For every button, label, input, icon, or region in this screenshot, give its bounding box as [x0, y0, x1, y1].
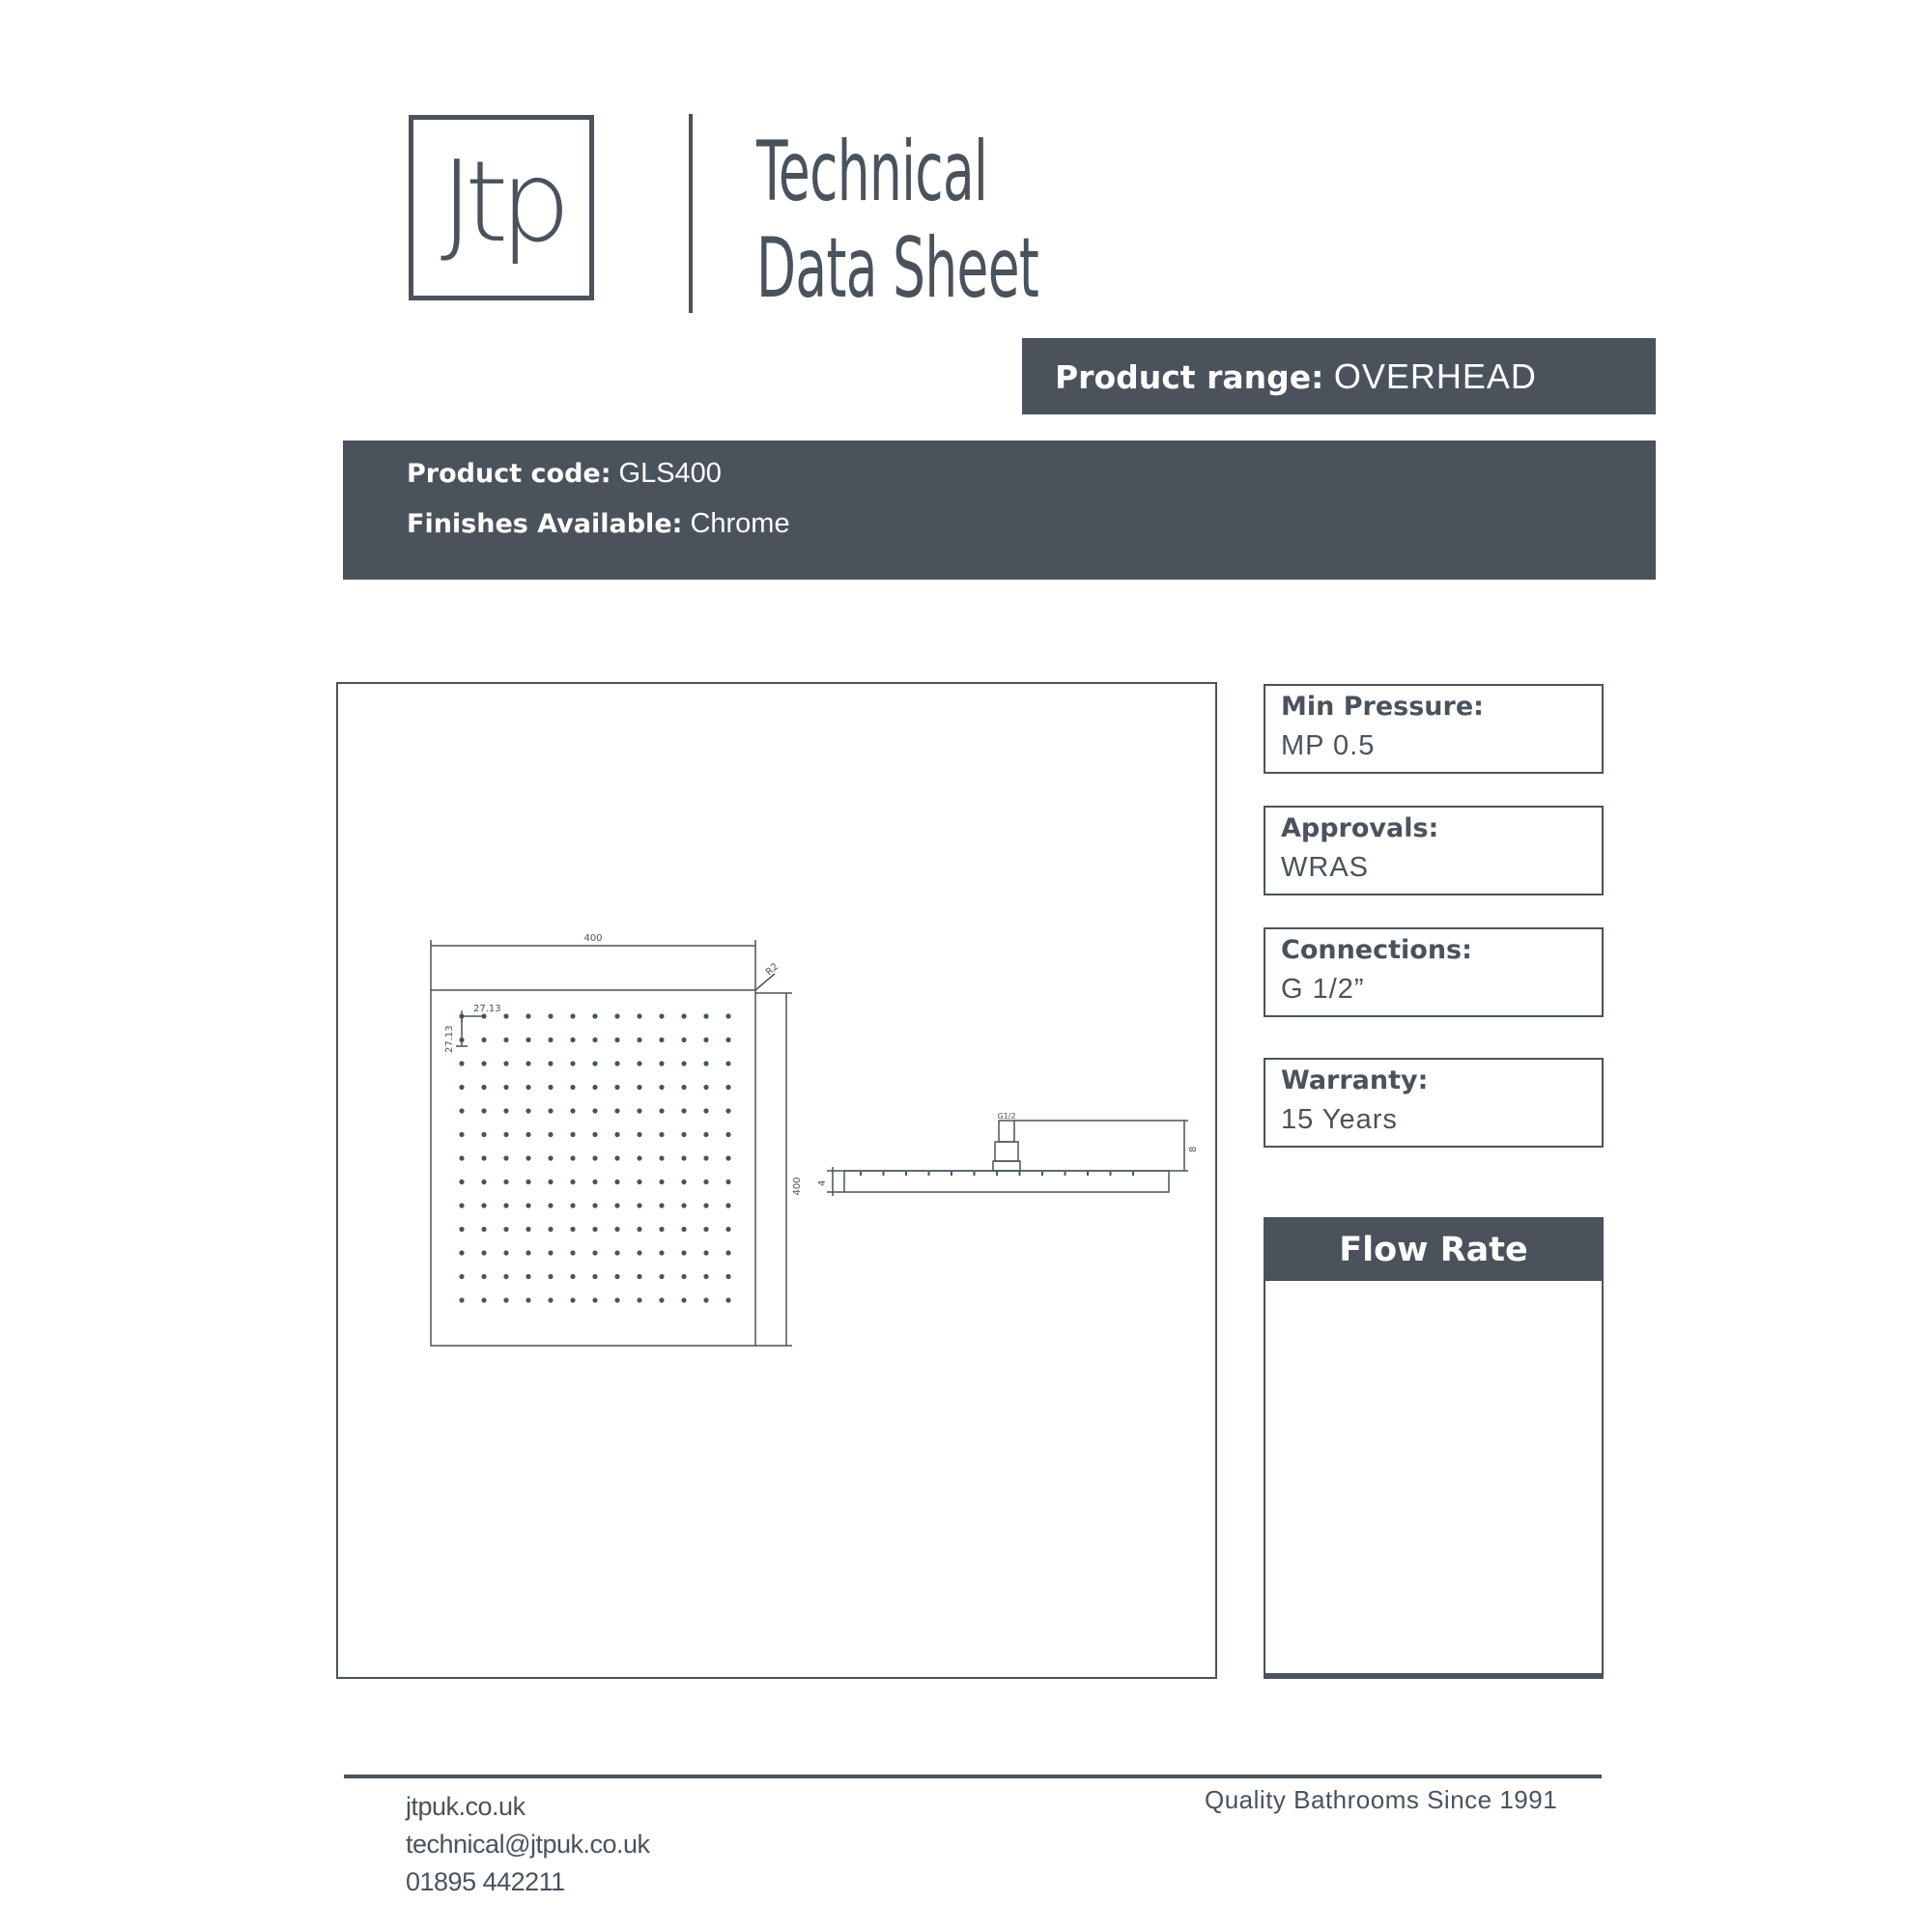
side-nozzle	[1110, 1172, 1112, 1176]
spec-label: Warranty:	[1281, 1065, 1429, 1095]
nozzle-hole	[725, 1108, 730, 1113]
nozzle-hole	[681, 1274, 686, 1279]
nozzle-grid	[459, 1013, 730, 1302]
side-view-inlet	[999, 1121, 1014, 1142]
nozzle-hole	[614, 1250, 619, 1255]
jtp-logo	[409, 115, 594, 300]
technical-drawing	[338, 684, 1219, 1681]
nozzle-hole	[481, 1061, 486, 1065]
nozzle-hole	[459, 1203, 464, 1208]
technical-drawing-panel	[336, 682, 1217, 1679]
nozzle-hole	[681, 1132, 686, 1137]
spec-approvals	[1264, 806, 1604, 895]
nozzle-hole	[503, 1132, 508, 1137]
nozzle-hole	[725, 1274, 730, 1279]
nozzle-hole	[681, 1037, 686, 1042]
nozzle-hole	[592, 1250, 597, 1255]
product-info-bar	[343, 440, 1656, 580]
nozzle-hole	[570, 1108, 575, 1113]
nozzle-hole	[614, 1274, 619, 1279]
nozzle-hole	[570, 1061, 575, 1065]
footer-website[interactable]: jtpuk.co.uk	[406, 1792, 526, 1821]
product-range-value: OVERHEAD	[1333, 356, 1537, 396]
footer-phone: 01895 442211	[406, 1867, 565, 1896]
nozzle-hole	[570, 1179, 575, 1184]
nozzle-hole	[725, 1297, 730, 1302]
nozzle-hole	[703, 1203, 708, 1208]
nozzle-hole	[548, 1274, 553, 1279]
nozzle-hole	[637, 1179, 641, 1184]
nozzle-hole	[592, 1013, 597, 1018]
nozzle-hole	[681, 1203, 686, 1208]
footer-contact	[406, 1788, 650, 1901]
spec-connections	[1264, 927, 1604, 1017]
nozzle-hole	[459, 1132, 464, 1137]
spec-value: WRAS	[1281, 852, 1369, 883]
nozzle-hole	[725, 1155, 730, 1160]
nozzle-hole	[614, 1155, 619, 1160]
nozzle-hole	[637, 1037, 641, 1042]
spec-value: G 1/2”	[1281, 974, 1365, 1005]
nozzle-hole	[481, 1250, 486, 1255]
plan-view-outline	[431, 990, 755, 1346]
nozzle-hole	[481, 1108, 486, 1113]
nozzle-hole	[703, 1085, 708, 1090]
nozzle-hole	[503, 1085, 508, 1090]
nozzle-hole	[659, 1085, 664, 1090]
nozzle-hole	[526, 1227, 530, 1232]
nozzle-hole	[481, 1085, 486, 1090]
dim-hole-y-label: 27.13	[444, 1025, 455, 1053]
nozzle-hole	[570, 1155, 575, 1160]
nozzle-hole	[725, 1061, 730, 1065]
side-view-collar	[993, 1161, 1020, 1171]
nozzle-hole	[592, 1037, 597, 1042]
nozzle-hole	[614, 1132, 619, 1137]
nozzle-hole	[614, 1037, 619, 1042]
dim-side-thickness-label: 4	[817, 1179, 828, 1186]
side-nozzle	[883, 1172, 885, 1176]
nozzle-hole	[548, 1179, 553, 1184]
spec-label: Min Pressure:	[1281, 692, 1484, 722]
spec-label: Connections:	[1281, 935, 1472, 965]
nozzle-hole	[570, 1203, 575, 1208]
nozzle-hole	[659, 1274, 664, 1279]
nozzle-hole	[725, 1132, 730, 1137]
nozzle-hole	[637, 1274, 641, 1279]
title-line-1: Technical	[756, 124, 988, 220]
nozzle-hole	[548, 1085, 553, 1090]
nozzle-hole	[481, 1132, 486, 1137]
nozzle-hole	[481, 1297, 486, 1302]
side-nozzle	[996, 1172, 998, 1176]
dim-side-height-label: 8	[1188, 1146, 1199, 1152]
nozzle-hole	[703, 1297, 708, 1302]
product-code-label: Product code:	[407, 459, 611, 489]
nozzle-hole	[548, 1250, 553, 1255]
nozzle-hole	[681, 1013, 686, 1018]
nozzle-hole	[459, 1037, 464, 1042]
nozzle-hole	[570, 1274, 575, 1279]
nozzle-hole	[548, 1132, 553, 1137]
side-nozzle	[974, 1172, 976, 1176]
nozzle-hole	[526, 1085, 530, 1090]
nozzle-hole	[503, 1013, 508, 1018]
nozzle-hole	[725, 1013, 730, 1018]
nozzle-hole	[592, 1132, 597, 1137]
nozzle-hole	[614, 1179, 619, 1184]
nozzle-hole	[637, 1297, 641, 1302]
side-nozzle	[860, 1172, 862, 1176]
nozzle-hole	[659, 1061, 664, 1065]
spec-warranty	[1264, 1058, 1604, 1148]
nozzle-hole	[681, 1250, 686, 1255]
nozzle-hole	[503, 1250, 508, 1255]
flow-rate-box	[1264, 1217, 1604, 1679]
nozzle-hole	[659, 1297, 664, 1302]
nozzle-hole	[681, 1155, 686, 1160]
nozzle-hole	[614, 1203, 619, 1208]
nozzle-hole	[481, 1274, 486, 1279]
title-line-2: Data Sheet	[756, 220, 1039, 317]
nozzle-hole	[459, 1155, 464, 1160]
nozzle-hole	[592, 1179, 597, 1184]
nozzle-hole	[503, 1297, 508, 1302]
nozzle-hole	[526, 1061, 530, 1065]
nozzle-hole	[637, 1013, 641, 1018]
spec-min-pressure	[1264, 684, 1604, 774]
nozzle-hole	[637, 1155, 641, 1160]
nozzle-hole	[703, 1061, 708, 1065]
nozzle-hole	[659, 1155, 664, 1160]
nozzle-hole	[459, 1250, 464, 1255]
nozzle-hole	[614, 1227, 619, 1232]
nozzle-hole	[703, 1037, 708, 1042]
nozzle-hole	[637, 1203, 641, 1208]
nozzle-hole	[681, 1085, 686, 1090]
side-nozzle	[1132, 1172, 1134, 1176]
nozzle-hole	[481, 1227, 486, 1232]
spec-value: 15 Years	[1281, 1104, 1398, 1135]
nozzle-hole	[526, 1013, 530, 1018]
nozzle-hole	[503, 1037, 508, 1042]
nozzle-hole	[548, 1061, 553, 1065]
nozzle-hole	[659, 1203, 664, 1208]
nozzle-hole	[659, 1108, 664, 1113]
nozzle-hole	[637, 1108, 641, 1113]
nozzle-hole	[681, 1297, 686, 1302]
nozzle-hole	[548, 1013, 553, 1018]
nozzle-hole	[681, 1108, 686, 1113]
nozzle-hole	[592, 1274, 597, 1279]
finishes-value: Chrome	[690, 508, 790, 539]
nozzle-hole	[459, 1061, 464, 1065]
nozzle-hole	[659, 1179, 664, 1184]
footer-tagline: Quality Bathrooms Since 1991	[1205, 1785, 1558, 1814]
nozzle-hole	[526, 1274, 530, 1279]
nozzle-hole	[614, 1297, 619, 1302]
nozzle-hole	[659, 1013, 664, 1018]
nozzle-hole	[526, 1179, 530, 1184]
nozzle-hole	[592, 1085, 597, 1090]
nozzle-hole	[659, 1227, 664, 1232]
nozzle-hole	[592, 1061, 597, 1065]
nozzle-hole	[481, 1155, 486, 1160]
nozzle-hole	[570, 1013, 575, 1018]
nozzle-hole	[681, 1061, 686, 1065]
nozzle-hole	[503, 1203, 508, 1208]
dim-width-label: 400	[583, 933, 603, 944]
nozzle-hole	[570, 1037, 575, 1042]
nozzle-hole	[725, 1179, 730, 1184]
document-title	[756, 124, 1038, 317]
nozzle-hole	[659, 1037, 664, 1042]
nozzle-hole	[703, 1250, 708, 1255]
nozzle-hole	[503, 1227, 508, 1232]
nozzle-hole	[526, 1037, 530, 1042]
nozzle-hole	[459, 1179, 464, 1184]
nozzle-hole	[614, 1085, 619, 1090]
nozzle-hole	[725, 1085, 730, 1090]
side-nozzle	[951, 1172, 952, 1176]
finishes-label: Finishes Available:	[407, 509, 683, 539]
nozzle-hole	[703, 1108, 708, 1113]
nozzle-hole	[703, 1227, 708, 1232]
side-nozzle	[928, 1172, 930, 1176]
nozzle-hole	[637, 1250, 641, 1255]
nozzle-hole	[503, 1108, 508, 1113]
nozzle-hole	[637, 1227, 641, 1232]
nozzle-hole	[725, 1037, 730, 1042]
nozzle-hole	[570, 1227, 575, 1232]
nozzle-hole	[548, 1297, 553, 1302]
nozzle-hole	[681, 1179, 686, 1184]
spec-label: Approvals:	[1281, 813, 1439, 843]
nozzle-hole	[548, 1227, 553, 1232]
nozzle-hole	[459, 1274, 464, 1279]
nozzle-hole	[526, 1203, 530, 1208]
side-nozzle	[1065, 1172, 1066, 1176]
nozzle-hole	[570, 1085, 575, 1090]
nozzle-hole	[503, 1274, 508, 1279]
nozzle-hole	[637, 1061, 641, 1065]
nozzle-hole	[459, 1013, 464, 1018]
nozzle-hole	[548, 1155, 553, 1160]
nozzle-hole	[503, 1061, 508, 1065]
nozzle-hole	[459, 1085, 464, 1090]
nozzle-hole	[526, 1250, 530, 1255]
nozzle-hole	[725, 1203, 730, 1208]
nozzle-hole	[637, 1085, 641, 1090]
side-view-head	[844, 1171, 1169, 1192]
nozzle-hole	[703, 1013, 708, 1018]
nozzle-hole	[481, 1203, 486, 1208]
nozzle-hole	[526, 1155, 530, 1160]
nozzle-hole	[481, 1013, 486, 1018]
side-nozzle	[1041, 1172, 1043, 1176]
nozzle-hole	[703, 1274, 708, 1279]
header-divider	[689, 114, 693, 313]
dim-hole-x-label: 27.13	[473, 1004, 501, 1014]
nozzle-hole	[592, 1203, 597, 1208]
nozzle-hole	[570, 1250, 575, 1255]
nozzle-hole	[481, 1179, 486, 1184]
nozzle-hole	[570, 1297, 575, 1302]
nozzle-hole	[725, 1227, 730, 1232]
footer-email[interactable]: technical@jtpuk.co.uk	[406, 1830, 650, 1859]
dim-radius-label: R2	[763, 961, 781, 979]
flow-rate-title: Flow Rate	[1265, 1219, 1602, 1281]
product-range-bar	[1022, 338, 1656, 414]
finishes-row	[407, 508, 790, 540]
nozzle-hole	[570, 1132, 575, 1137]
nozzle-hole	[681, 1227, 686, 1232]
nozzle-hole	[526, 1132, 530, 1137]
nozzle-hole	[548, 1108, 553, 1113]
nozzle-hole	[548, 1203, 553, 1208]
nozzle-hole	[548, 1037, 553, 1042]
product-code-value: GLS400	[618, 458, 722, 489]
nozzle-hole	[459, 1108, 464, 1113]
nozzle-hole	[614, 1013, 619, 1018]
side-view-nut	[995, 1142, 1018, 1161]
side-nozzle	[1019, 1172, 1021, 1176]
nozzle-hole	[526, 1108, 530, 1113]
nozzle-hole	[459, 1297, 464, 1302]
product-range-label: Product range:	[1055, 358, 1324, 396]
nozzle-hole	[725, 1250, 730, 1255]
side-view-nozzles	[860, 1172, 1134, 1176]
nozzle-hole	[592, 1108, 597, 1113]
nozzle-hole	[503, 1179, 508, 1184]
nozzle-hole	[459, 1227, 464, 1232]
nozzle-hole	[659, 1250, 664, 1255]
nozzle-hole	[592, 1155, 597, 1160]
product-code-row	[407, 458, 722, 490]
spec-value: MP 0.5	[1281, 730, 1376, 761]
nozzle-hole	[614, 1108, 619, 1113]
nozzle-hole	[592, 1297, 597, 1302]
footer-divider	[344, 1775, 1602, 1778]
nozzle-hole	[703, 1132, 708, 1137]
nozzle-hole	[637, 1132, 641, 1137]
nozzle-hole	[703, 1179, 708, 1184]
nozzle-hole	[503, 1155, 508, 1160]
nozzle-hole	[703, 1155, 708, 1160]
dim-inlet-label: G1/2	[997, 1112, 1016, 1121]
nozzle-hole	[592, 1227, 597, 1232]
side-nozzle	[905, 1172, 907, 1176]
logo-text: Jtp	[440, 137, 563, 268]
nozzle-hole	[614, 1061, 619, 1065]
nozzle-hole	[481, 1037, 486, 1042]
side-nozzle	[1087, 1172, 1089, 1176]
nozzle-hole	[526, 1297, 530, 1302]
dim-height-label: 400	[792, 1177, 803, 1196]
nozzle-hole	[659, 1132, 664, 1137]
